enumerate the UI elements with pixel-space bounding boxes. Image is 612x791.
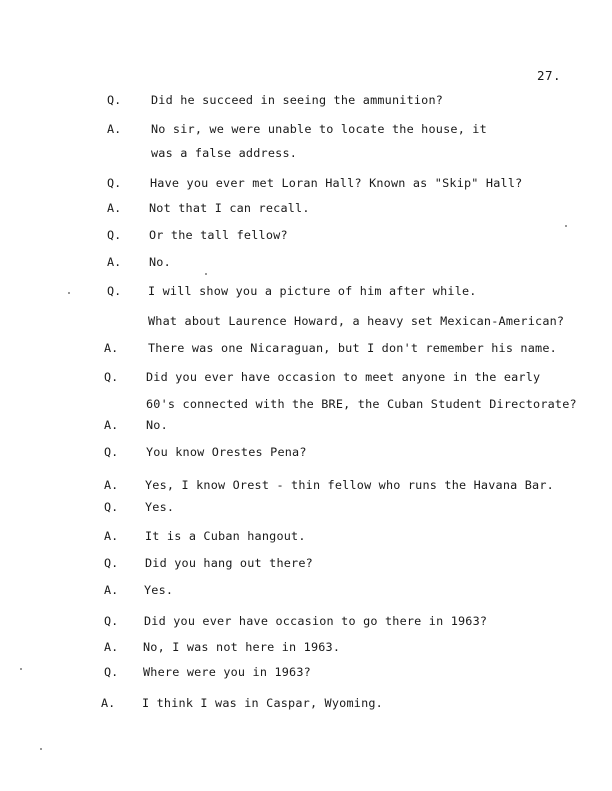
answer-text: Not that I can recall.: [149, 201, 310, 215]
question-text: You know Orestes Pena?: [146, 445, 307, 459]
speaker-label: A.: [104, 583, 119, 597]
continuation-text: What about Laurence Howard, a heavy set Mexican-American?: [148, 314, 565, 328]
speaker-label: Q.: [107, 284, 122, 298]
question-text: Did you ever have occasion to meet anyone in the early: [146, 370, 541, 384]
speaker-label: A.: [101, 696, 116, 710]
question-text: Did you ever have occasion to go there in 1963?: [144, 614, 488, 628]
answer-text: Yes.: [144, 583, 174, 597]
question-text: Where were you in 1963?: [143, 665, 311, 679]
answer-text: I think I was in Caspar, Wyoming.: [142, 696, 383, 710]
question-text: Did you hang out there?: [145, 556, 313, 570]
speaker-label: A.: [104, 478, 119, 492]
speaker-label: A.: [104, 529, 119, 543]
scan-speck: [40, 748, 42, 750]
speaker-label: A.: [107, 201, 122, 215]
speaker-label: Q.: [107, 176, 122, 190]
answer-text: Yes, I know Orest - thin fellow who runs the Havana Bar.: [145, 478, 554, 492]
speaker-label: Q.: [104, 614, 119, 628]
speaker-label: A.: [104, 418, 119, 432]
question-text: I will show you a picture of him after while.: [148, 284, 477, 298]
answer-text: No sir, we were unable to locate the house, it: [151, 122, 487, 136]
speaker-label: A.: [104, 341, 119, 355]
speaker-label: Q.: [107, 228, 122, 242]
speaker-label: A.: [107, 255, 122, 269]
question-text: Yes.: [145, 500, 175, 514]
continuation-text: was a false address.: [151, 146, 298, 160]
question-text: Have you ever met Loran Hall? Known as "Skip" Hall?: [150, 176, 523, 190]
scan-speck: [565, 225, 567, 227]
question-text: Did he succeed in seeing the ammunition?: [151, 93, 444, 107]
question-text: Or the tall fellow?: [149, 228, 288, 242]
speaker-label: A.: [104, 640, 119, 654]
answer-text: It is a Cuban hangout.: [145, 529, 306, 543]
speaker-label: Q.: [104, 556, 119, 570]
continuation-text: 60's connected with the BRE, the Cuban Student Directorate?: [146, 397, 577, 411]
speaker-label: Q.: [104, 500, 119, 514]
speaker-label: A.: [107, 122, 122, 136]
speaker-label: Q.: [104, 370, 119, 384]
answer-text: No.: [146, 418, 168, 432]
answer-text: No.: [149, 255, 171, 269]
page-number: 27.: [537, 68, 562, 83]
answer-text: No, I was not here in 1963.: [143, 640, 341, 654]
speaker-label: Q.: [104, 665, 119, 679]
speaker-label: Q.: [104, 445, 119, 459]
speaker-label: Q.: [107, 93, 122, 107]
scan-speck: [205, 273, 207, 275]
scan-speck: [20, 668, 22, 670]
scan-speck: [68, 292, 70, 294]
answer-text: There was one Nicaraguan, but I don't remember his name.: [148, 341, 557, 355]
